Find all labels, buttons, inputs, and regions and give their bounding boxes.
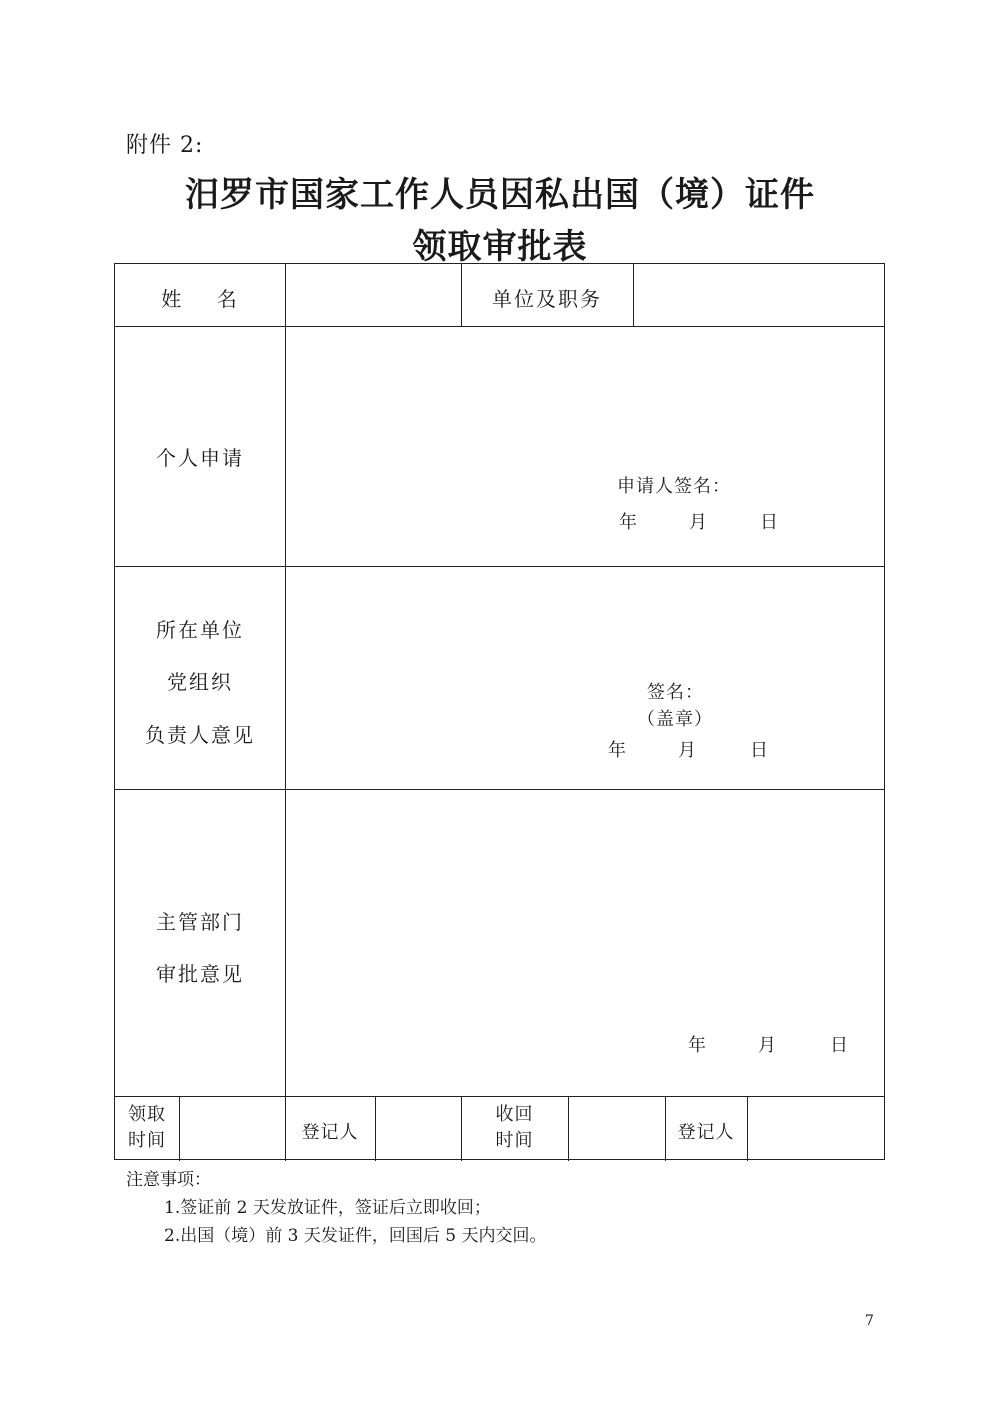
date-day: 日 [760,512,779,533]
column-divider [633,264,634,326]
date-month: 月 [689,512,708,533]
page-number: 7 [865,1313,874,1329]
note-item: 2.出国（境）前 3 天发证件，回国后 5 天内交回。 [164,1226,547,1246]
seal-label: （盖章） [637,709,713,730]
signature-label: 签名： [647,682,704,703]
column-divider [375,1096,376,1161]
dept-approval-field[interactable] [287,791,883,1094]
personal-application-field[interactable] [287,328,883,564]
registrar-label: 登记人 [677,1122,735,1143]
date-year: 年 [688,1035,707,1056]
name-field[interactable] [287,266,459,324]
note-item: 1.签证前 2 天发放证件，签证后立即收回； [164,1198,491,1218]
party-org-label: 党组织 [167,670,233,694]
column-divider [179,1096,180,1161]
registrar-label: 登记人 [301,1122,359,1143]
column-divider [747,1096,748,1161]
form-title-line-2: 领取审批表 [412,227,588,267]
applicant-signature-label: 申请人签名： [617,476,731,497]
registrar-field[interactable] [749,1098,883,1159]
registrar-field[interactable] [377,1098,459,1159]
party-leader-opinion-label: 负责人意见 [145,723,255,747]
party-opinion-field[interactable] [287,568,883,787]
attachment-label: 附件 2: [126,133,204,158]
date-day: 日 [750,740,769,761]
date-year: 年 [619,512,638,533]
row-divider [115,326,884,327]
date-day: 日 [830,1035,849,1056]
row-divider [115,1096,884,1097]
approval-form-table [114,263,885,1160]
collect-time-field[interactable] [181,1098,283,1159]
approval-opinion-label: 审批意见 [156,962,244,986]
row-divider [115,789,884,790]
dept-label: 主管部门 [156,910,244,934]
return-time-label: 收回 时间 [495,1104,534,1151]
date-month: 月 [758,1035,777,1056]
return-time-field[interactable] [570,1098,663,1159]
date-year: 年 [608,740,627,761]
notes-heading: 注意事项： [126,1170,211,1190]
unit-position-label: 单位及职务 [492,287,602,311]
form-title-line-1: 汨罗市国家工作人员因私出国（境）证件 [185,175,815,215]
column-divider [285,264,286,1096]
personal-application-label: 个人申请 [156,446,244,470]
unit-position-field[interactable] [635,266,883,324]
row-divider [115,566,884,567]
collect-time-label: 领取 时间 [128,1104,166,1151]
date-month: 月 [678,740,697,761]
column-divider [568,1096,569,1161]
name-label: 姓 名 [161,287,239,311]
party-unit-label: 所在单位 [156,618,244,642]
notes-section [126,1166,546,1250]
